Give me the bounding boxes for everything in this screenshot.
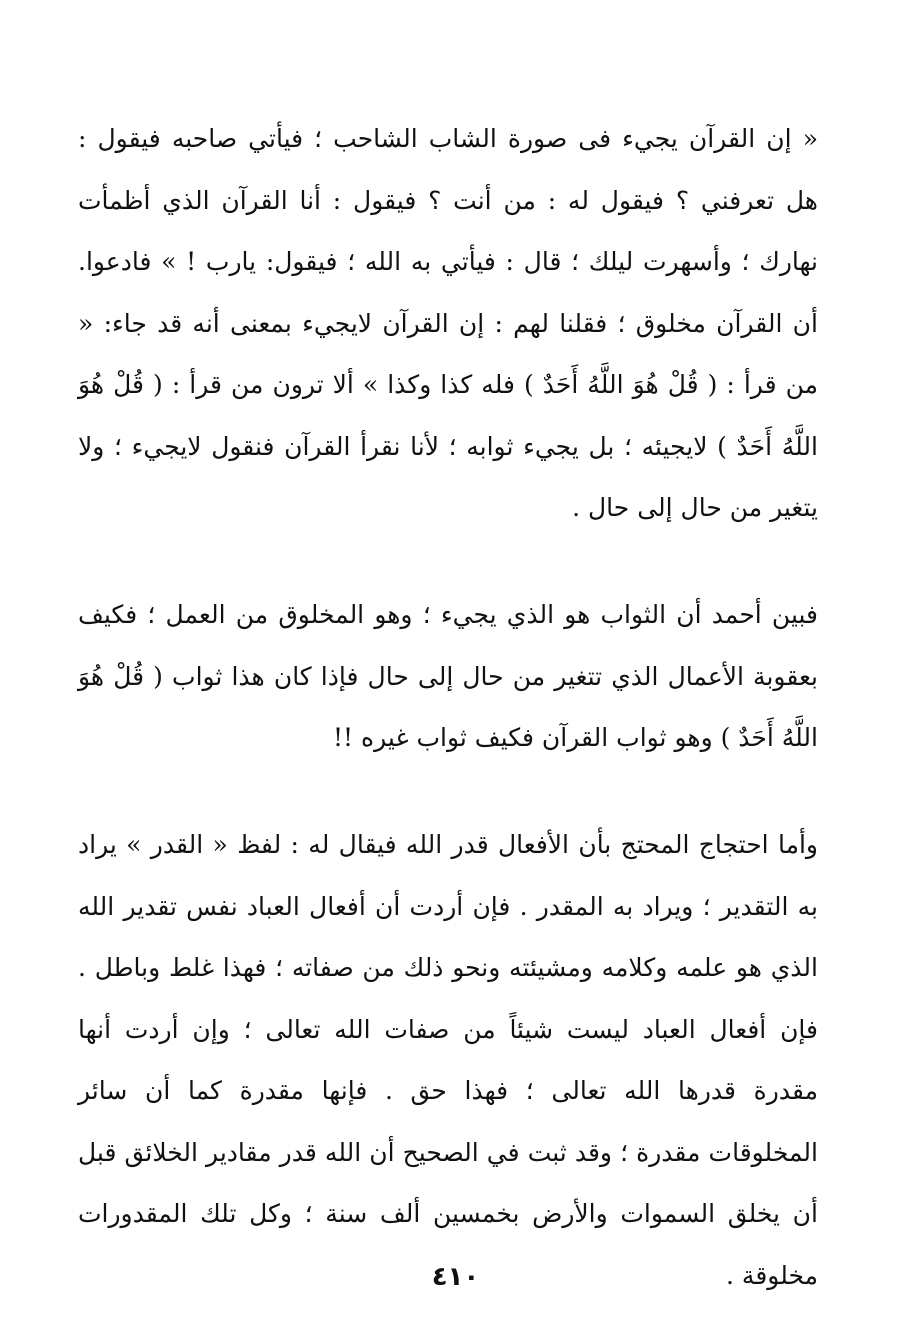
page-body [78, 108, 818, 1308]
page-number: ٤١٠ [431, 1262, 480, 1292]
paragraph-2: فبين أحمد أن الثواب هو الذي يجيء ؛ وهو المخلوق من العمل ؛ فكيف بعقوبة الأعمال الذي تتغير من حال إلى حال فإذا كان هذا ثواب ( قُلْ هُوَ اللَّهُ أَحَدٌ ) وهو ثواب القرآن فكيف ثواب غيره !! [78, 600, 818, 752]
paragraph-1: « إن القرآن يجيء فى صورة الشاب الشاحب ؛ فيأتي صاحبه فيقول : هل تعرفني ؟ فيقول له : من أنت ؟ فيقول : أنا القرآن الذي أظمأت نهارك ؛ وأسهرت ليلك ؛ قال : فيأتي به الله ؛ فيقول: يارب ! » فادعوا. أن القرآن مخلوق ؛ فقلنا لهم : إن القرآن لايجيء بمعنى أنه قد جاء: « من قرأ : ( قُلْ هُوَ اللَّهُ أَحَدٌ ) فله كذا وكذا » ألا ترون من قرأ : ( قُلْ هُوَ اللَّهُ أَحَدٌ ) لايجيئه ؛ بل يجيء ثوابه ؛ لأنا نقرأ القرآن فنقول لايجيء ؛ ولا يتغير من حال إلى حال . [78, 124, 818, 522]
paragraph-3: وأما احتجاج المحتج بأن الأفعال قدر الله فيقال له : لفظ « القدر » يراد به التقدير ؛ ويراد به المقدر . فإن أردت أن أفعال العباد نفس تقدير الله الذي هو علمه وكلامه ومشيئته ونحو ذلك من صفاته ؛ فهذا غلط وباطل . فإن أفعال العباد ليست شيئاً من صفات الله تعالى ؛ وإن أردت أنها مقدرة قدرها الله تعالى ؛ فهذا حق . فإنها مقدرة كما أن سائر المخلوقات مقدرة ؛ وقد ثبت في الصحيح أن الله قدر مقادير الخلائق قبل أن يخلق السموات والأرض بخمسين ألف سنة ؛ وكل تلك المقدورات مخلوقة . [78, 830, 818, 1290]
